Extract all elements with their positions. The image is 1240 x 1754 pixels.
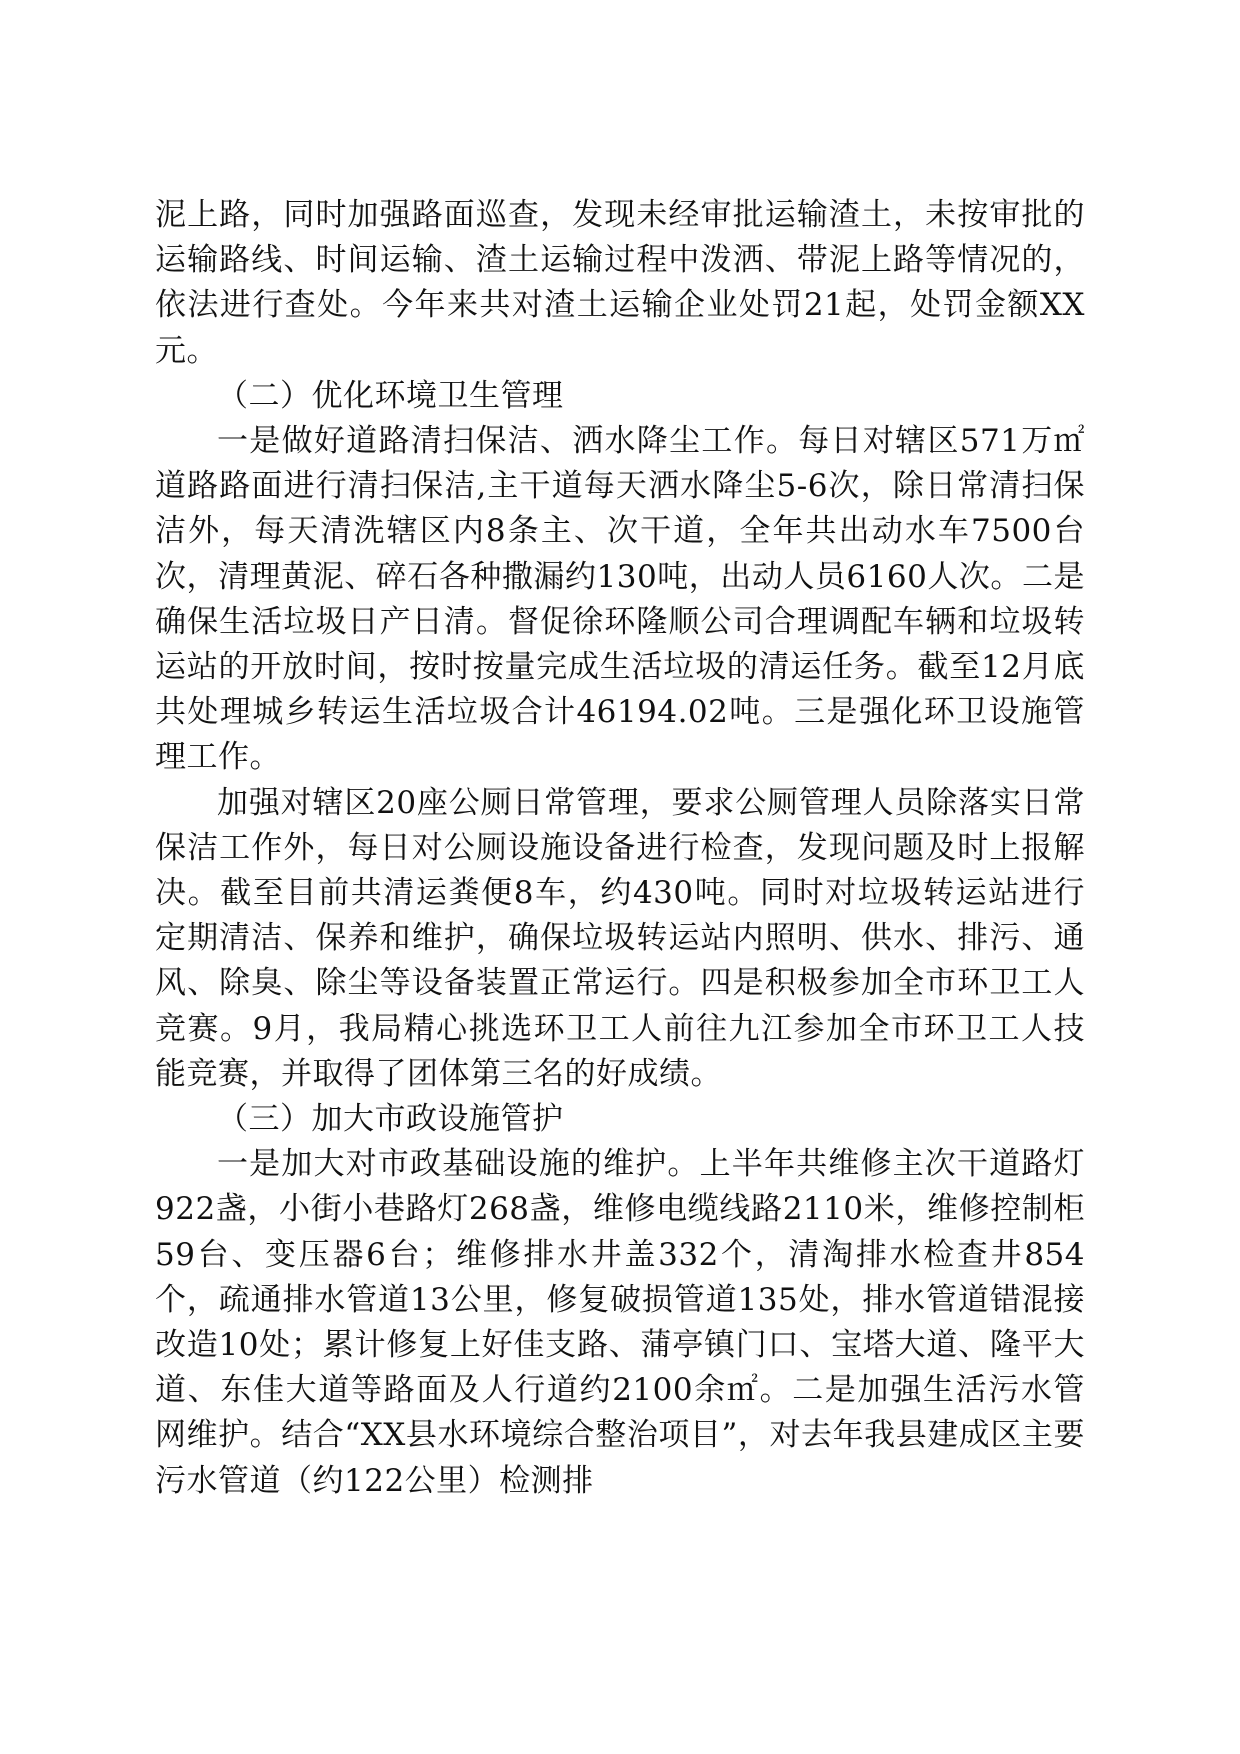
paragraph-continuation: 泥上路，同时加强路面巡查，发现未经审批运输渣土，未按审批的运输路线、时间运输、渣土运输过程中泼洒、带泥上路等情况的，依法进行查处。今年来共对渣土运输企业处罚21起，处罚金额XX元。: [155, 197, 1085, 369]
document-body: [155, 193, 1085, 1504]
paragraph-municipal-maintenance: 一是加大对市政基础设施的维护。上半年共维修主次干道路灯922盏，小街小巷路灯268盏，维修电缆线路2110米，维修控制柜59台、变压器6台；维修排水井盖332个，清淘排水检查井854个，疏通排水管道13公里，修复破损管道135处，排水管道错混接改造10处；累计修复上好佳支路、蒲亭镇门口、宝塔大道、隆平大道、东佳大道等路面及人行道约2100余㎡。二是加强生活污水管网维护。结合“XX县水环境综合整治项目”，对去年我县建成区主要污水管道（约122公里）检测排: [155, 1146, 1085, 1499]
section-heading-municipal-facilities: （三）加大市政设施管护: [217, 1101, 564, 1138]
paragraph-road-cleaning: 一是做好道路清扫保洁、洒水降尘工作。每日对辖区571万㎡道路路面进行清扫保洁,主干道每天洒水降尘5-6次，除日常清扫保洁外，每天清洗辖区内8条主、次干道，全年共出动水车7500台次，清理黄泥、碎石各种撒漏约130吨，出动人员6160人次。二是确保生活垃圾日产日清。督促徐环隆顺公司合理调配车辆和垃圾转运站的开放时间，按时按量完成生活垃圾的清运任务。截至12月底共处理城乡转运生活垃圾合计46194.02吨。三是强化环卫设施管理工作。: [155, 423, 1085, 776]
section-heading-environment-sanitation: （二）优化环境卫生管理: [217, 377, 564, 414]
paragraph-public-toilets: 加强对辖区20座公厕日常管理，要求公厕管理人员除落实日常保洁工作外，每日对公厕设施设备进行检查，发现问题及时上报解决。截至目前共清运粪便8车，约430吨。同时对垃圾转运站进行定期清洁、保养和维护，确保垃圾转运站内照明、供水、排污、通风、除臭、除尘等设备装置正常运行。四是积极参加全市环卫工人竞赛。9月，我局精心挑选环卫工人前往九江参加全市环卫工人技能竞赛，并取得了团体第三名的好成绩。: [155, 784, 1085, 1092]
